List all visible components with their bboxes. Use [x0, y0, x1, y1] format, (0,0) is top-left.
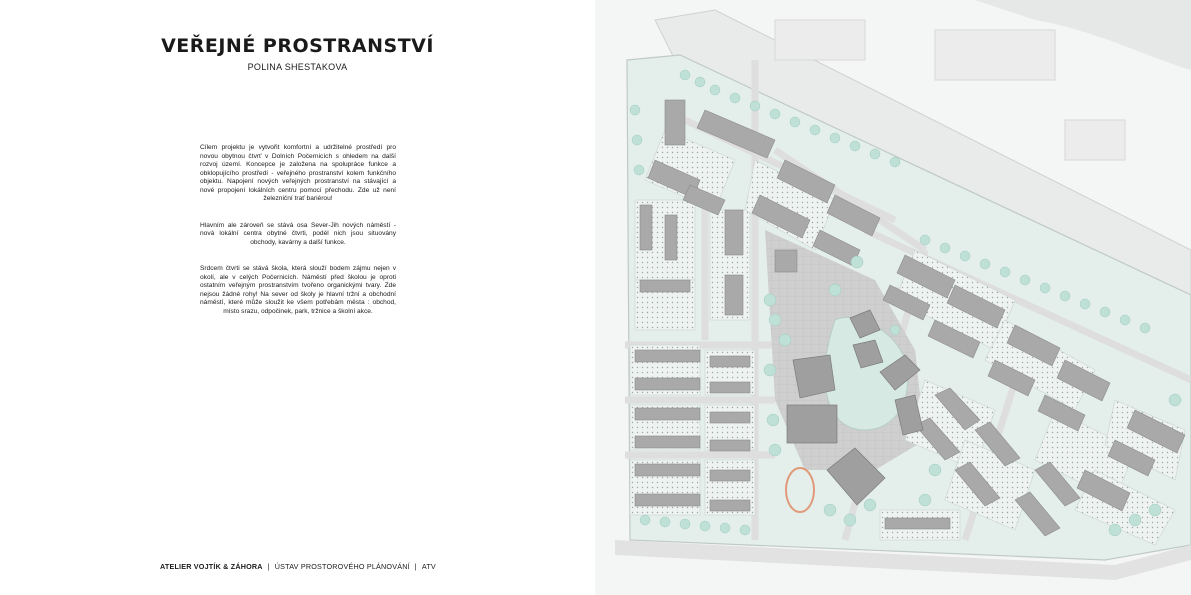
existing-building	[1065, 120, 1125, 160]
footer	[160, 562, 436, 571]
site-plan	[595, 0, 1191, 595]
paragraph-2: Hlavním ale zároveň se stává osa Sever-Jih nových náměstí - nová lokální centra obytné čtvrti, podél nich jsou situovány obchody, kavárny a další funkce.	[200, 221, 396, 246]
footer-separator: |	[267, 562, 270, 571]
paragraph-3: Srdcem čtvrti se stává škola, která slouží bodem zájmu nejen v okolí, ale v celých Počernicích. Náměstí před školou je oproti ostatním veřejným prostranstvím tvořeno organickými tvary. Zde nejsou žádné rohy! Na sever od školy je hlavní tržní a obchodní náměstí, které může sloužit ke všem potřebám města : obchod, místo srazu, odpočinek, park, tržnice a školní akce.	[200, 265, 396, 315]
footer-brand: ATELIER VOJTÍK & ZÁHORA	[160, 562, 263, 571]
existing-building	[775, 20, 865, 60]
paragraph-1: Cílem projektu je vytvořit komfortní a udržitelné prostředí pro novou obytnou čtvrť v Dolních Počernicích s ohledem na další rozvoj území. Koncepce je založena na spolupráce funkce a obklopujícího prostředí - veřejného prostranství kolem funkčního objektu. Napojení nových veřejných prostranství na stávající a nové propojení lokálních centru pomocí přechodu. Zde už není železniční trať bariérou!	[200, 144, 396, 202]
footer-code: ATV	[421, 562, 436, 571]
page-title: VEŘEJNÉ PROSTRANSTVÍ	[161, 35, 434, 57]
body-text	[200, 144, 396, 334]
left-page	[0, 0, 595, 595]
footer-separator-2: |	[414, 562, 417, 571]
existing-building	[935, 30, 1055, 80]
author-name: POLINA SHESTAKOVA	[247, 62, 348, 72]
footer-institute: ÚSTAV PROSTOROVÉHO PLÁNOVÁNÍ	[274, 562, 410, 571]
site-plan-page	[595, 0, 1191, 595]
